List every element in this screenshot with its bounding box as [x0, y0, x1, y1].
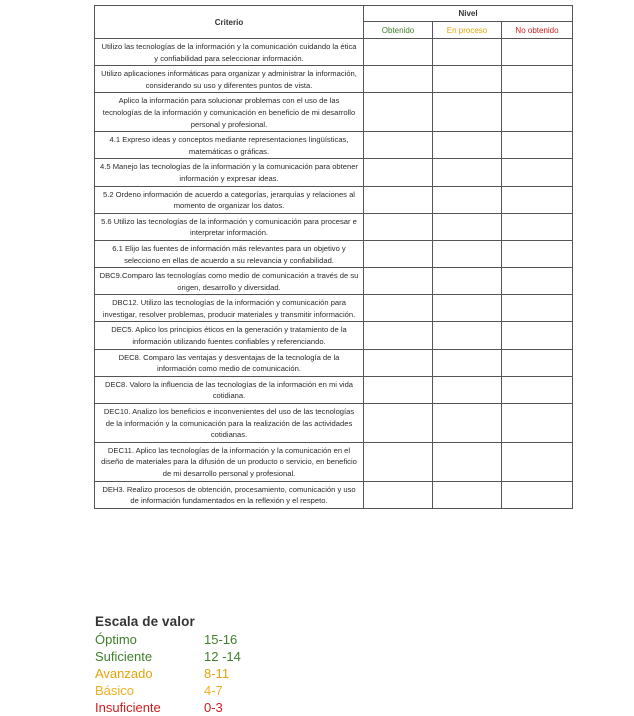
- cell-en-proceso[interactable]: [433, 66, 502, 93]
- cell-en-proceso[interactable]: [433, 213, 502, 240]
- cell-en-proceso[interactable]: [433, 349, 502, 376]
- cell-obtenido[interactable]: [364, 39, 433, 66]
- criteria-row: [95, 268, 573, 295]
- cell-en-proceso[interactable]: [433, 404, 502, 443]
- cell-en-proceso[interactable]: [433, 240, 502, 267]
- cell-no-obtenido[interactable]: [502, 481, 573, 508]
- cell-no-obtenido[interactable]: [502, 240, 573, 267]
- criteria-row: [95, 349, 573, 376]
- criteria-row: [95, 39, 573, 66]
- cell-en-proceso[interactable]: [433, 132, 502, 159]
- criteria-row: [95, 159, 573, 186]
- cell-no-obtenido[interactable]: [502, 39, 573, 66]
- cell-obtenido[interactable]: [364, 349, 433, 376]
- criterion-text: Aplico la información para solucionar problemas con el uso de las tecnologías de la información y comunicación en beneficio de mi desarrollo personal y profesional.: [95, 93, 364, 132]
- criteria-row: [95, 376, 573, 403]
- scale-range: 15-16: [204, 632, 238, 647]
- scale-range: 8-11: [204, 666, 230, 681]
- scale-label: Suficiente: [95, 649, 153, 664]
- cell-obtenido[interactable]: [364, 66, 433, 93]
- cell-en-proceso[interactable]: [433, 93, 502, 132]
- cell-no-obtenido[interactable]: [502, 404, 573, 443]
- cell-no-obtenido[interactable]: [502, 186, 573, 213]
- cell-no-obtenido[interactable]: [502, 93, 573, 132]
- criteria-row: [95, 213, 573, 240]
- criteria-row: [95, 93, 573, 132]
- scale-label: Avanzado: [95, 666, 153, 681]
- cell-obtenido[interactable]: [364, 213, 433, 240]
- cell-obtenido[interactable]: [364, 268, 433, 295]
- criterion-text: DBC12. Utilizo las tecnologías de la información y comunicación para investigar, resolver problemas, producir materiales y transmitir información.: [95, 295, 364, 322]
- criterion-text: DBC9.Comparo las tecnologías como medio de comunicación a través de su origen, desarrollo y diversidad.: [95, 268, 364, 295]
- scale-row-optimo: [95, 631, 315, 648]
- cell-no-obtenido[interactable]: [502, 295, 573, 322]
- criterion-text: 5.6 Utilizo las tecnologías de la información y comunicación para procesar e interpretar información.: [95, 213, 364, 240]
- value-scale: [95, 612, 315, 716]
- cell-en-proceso[interactable]: [433, 186, 502, 213]
- cell-obtenido[interactable]: [364, 404, 433, 443]
- cell-en-proceso[interactable]: [433, 442, 502, 481]
- criterion-text: DEC8. Valoro la influencia de las tecnologías de la información en mi vida cotidiana.: [95, 376, 364, 403]
- criterio-header: Criterio: [95, 6, 364, 39]
- cell-en-proceso[interactable]: [433, 39, 502, 66]
- evaluation-rubric-table: [94, 5, 573, 509]
- criterion-text: DEC5. Aplico los principios éticos en la generación y tratamiento de la información utilizando fuentes confiables y referenciando.: [95, 322, 364, 349]
- cell-obtenido[interactable]: [364, 481, 433, 508]
- scale-label: Básico: [95, 683, 135, 698]
- scale-range: 12 -14: [204, 649, 241, 664]
- cell-no-obtenido[interactable]: [502, 132, 573, 159]
- cell-obtenido[interactable]: [364, 132, 433, 159]
- scale-range: 4-7: [204, 683, 223, 698]
- cell-en-proceso[interactable]: [433, 322, 502, 349]
- cell-no-obtenido[interactable]: [502, 213, 573, 240]
- criterion-text: 4.5 Manejo las tecnologías de la información y la comunicación para obtener información y expresar ideas.: [95, 159, 364, 186]
- criterion-text: DEC10. Analizo los beneficios e inconvenientes del uso de las tecnologías de la información y la comunicación para la realización de las actividades cotidianas.: [95, 404, 364, 443]
- scale-row-basico: [95, 682, 315, 699]
- criteria-row: [95, 66, 573, 93]
- cell-no-obtenido[interactable]: [502, 159, 573, 186]
- scale-range: 0-3: [204, 700, 223, 715]
- cell-no-obtenido[interactable]: [502, 66, 573, 93]
- cell-no-obtenido[interactable]: [502, 442, 573, 481]
- criterion-text: Utilizo aplicaciones informáticas para organizar y administrar la información, considerando su uso y diferentes puntos de vista.: [95, 66, 364, 93]
- scale-row-avanzado: [95, 665, 315, 682]
- criterion-text: 4.1 Expreso ideas y conceptos mediante representaciones lingüísticas, matemáticas o gráficas.: [95, 132, 364, 159]
- cell-obtenido[interactable]: [364, 442, 433, 481]
- cell-en-proceso[interactable]: [433, 295, 502, 322]
- cell-obtenido[interactable]: [364, 376, 433, 403]
- criterion-text: DEH3. Realizo procesos de obtención, procesamiento, comunicación y uso de información fundamentados en la reflexión y el respeto.: [95, 481, 364, 508]
- scale-row-insuficiente: [95, 699, 315, 716]
- level-header-obtenido: Obtenido: [364, 22, 433, 39]
- criteria-row: [95, 295, 573, 322]
- cell-no-obtenido[interactable]: [502, 349, 573, 376]
- value-scale-title: Escala de valor: [95, 614, 195, 629]
- level-header-en-proceso: En proceso: [433, 22, 502, 39]
- cell-obtenido[interactable]: [364, 295, 433, 322]
- cell-obtenido[interactable]: [364, 240, 433, 267]
- cell-no-obtenido[interactable]: [502, 376, 573, 403]
- criterion-text: 5.2 Ordeno información de acuerdo a categorías, jerarquías y relaciones al momento de organizar los datos.: [95, 186, 364, 213]
- criteria-row: [95, 322, 573, 349]
- cell-en-proceso[interactable]: [433, 481, 502, 508]
- criteria-row: [95, 240, 573, 267]
- criteria-row: [95, 481, 573, 508]
- criteria-row: [95, 132, 573, 159]
- scale-label: Insuficiente: [95, 700, 161, 715]
- criteria-row: [95, 442, 573, 481]
- cell-en-proceso[interactable]: [433, 376, 502, 403]
- cell-en-proceso[interactable]: [433, 268, 502, 295]
- criteria-row: [95, 404, 573, 443]
- criterion-text: 6.1 Elijo las fuentes de información más relevantes para un objetivo y selecciono en ellas de acuerdo a su relevancia y confiabilidad.: [95, 240, 364, 267]
- cell-no-obtenido[interactable]: [502, 322, 573, 349]
- nivel-header: Nivel: [364, 6, 573, 22]
- cell-obtenido[interactable]: [364, 93, 433, 132]
- criterion-text: DEC11. Aplico las tecnologías de la información y la comunicación en el diseño de materiales para la difusión de un producto o servicio, en beneficio de mi desarrollo personal y profesional.: [95, 442, 364, 481]
- criterion-text: Utilizo las tecnologías de la información y la comunicación cuidando la ética y confiabilidad para seleccionar información.: [95, 39, 364, 66]
- cell-no-obtenido[interactable]: [502, 268, 573, 295]
- scale-row-suficiente: [95, 648, 315, 665]
- level-header-no-obtenido: No obtenido: [502, 22, 573, 39]
- criteria-row: [95, 186, 573, 213]
- cell-obtenido[interactable]: [364, 322, 433, 349]
- cell-obtenido[interactable]: [364, 186, 433, 213]
- criterion-text: DEC8. Comparo las ventajas y desventajas de la tecnología de la información como medio de comunicación.: [95, 349, 364, 376]
- cell-obtenido[interactable]: [364, 159, 433, 186]
- cell-en-proceso[interactable]: [433, 159, 502, 186]
- scale-label: Óptimo: [95, 632, 137, 647]
